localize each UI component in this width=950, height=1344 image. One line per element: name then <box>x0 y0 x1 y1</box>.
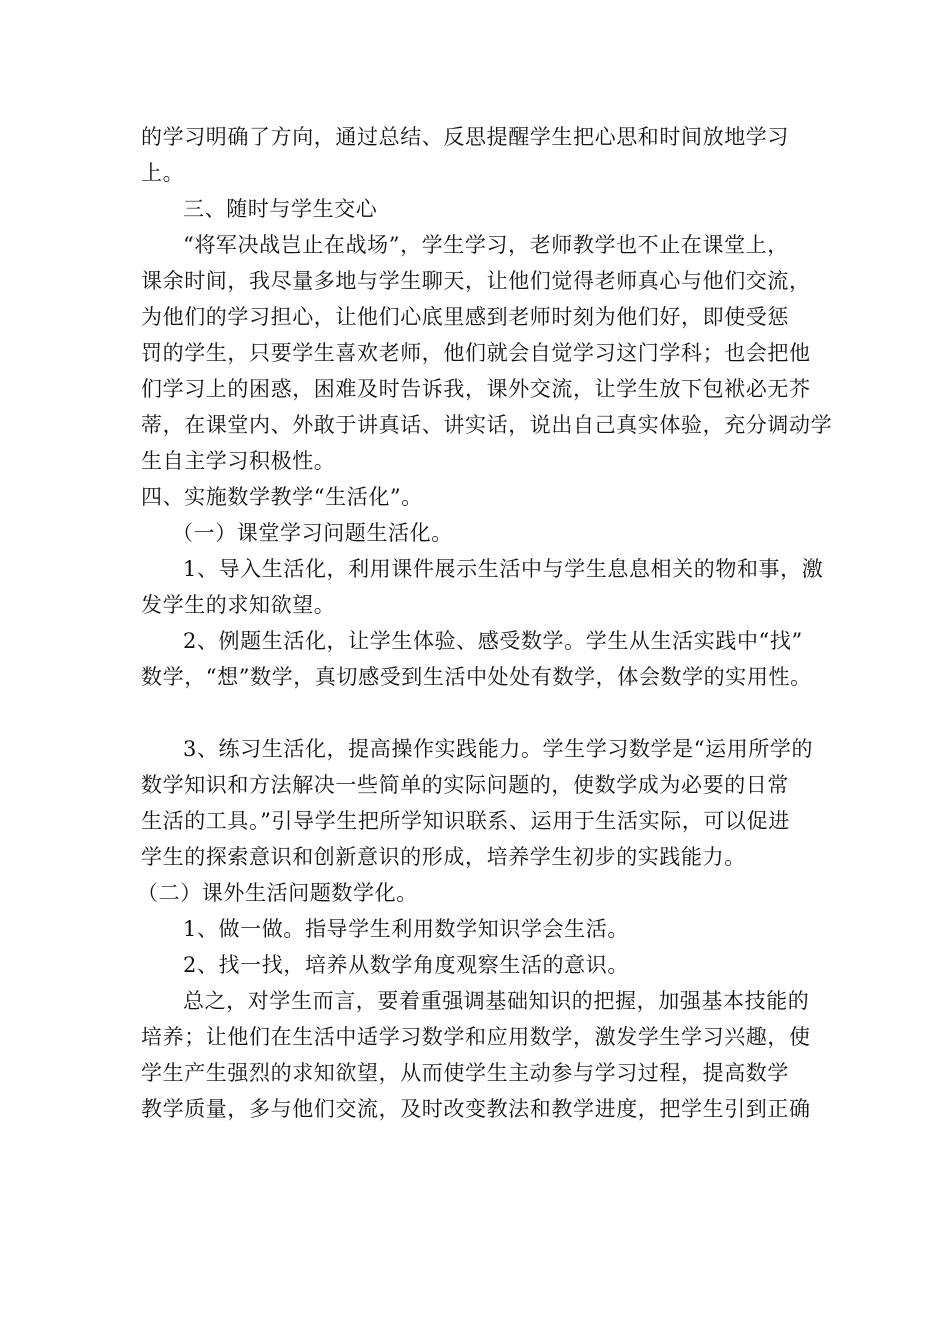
text-line: “将军决战岂止在战场”，学生学习，老师教学也不止在课堂上， <box>183 233 789 257</box>
text-line: 1、导入生活化，利用课件展示生活中与学生息息相关的物和事，激 <box>183 557 824 581</box>
text-line: 学生的探索意识和创新意识的形成，培养学生初步的实践能力。 <box>141 845 746 869</box>
text-line: 罚的学生，只要学生喜欢老师，他们就会自觉学习这门学科；也会把他 <box>141 341 811 365</box>
text-line: 生自主学习积极性。 <box>141 449 336 473</box>
section-heading: 三、随时与学生交心 <box>183 197 378 221</box>
text-line: 2、例题生活化，让学生体验、感受数学。学生从生活实践中“找” <box>183 629 803 653</box>
subsection-heading: （一）课堂学习问题生活化。 <box>172 521 453 545</box>
text-line: 3、练习生活化，提高操作实践能力。学生学习数学是“运用所学的 <box>183 737 814 761</box>
text-line: 为他们的学习担心，让他们心底里感到老师时刻为他们好，即使受惩 <box>141 305 789 329</box>
text-line: 发学生的求知欲望。 <box>141 593 336 617</box>
text-line: 生活的工具。”引导学生把所学知识联系、运用于生活实际，可以促进 <box>141 809 790 833</box>
section-heading: 四、实施数学教学“生活化”。 <box>141 485 423 509</box>
text-line: 学生产生强烈的求知欲望，从而使学生主动参与学习过程，提高数学 <box>141 1061 789 1085</box>
text-line: 课余时间，我尽量多地与学生聊天，让他们觉得老师真心与他们交流， <box>141 269 811 293</box>
text-line: 2、找一找，培养从数学角度观察生活的意识。 <box>183 953 629 977</box>
text-line: 的学习明确了方向，通过总结、反思提醒学生把心思和时间放地学习 <box>141 125 789 149</box>
text-line: 们学习上的困惑，困难及时告诉我，课外交流，让学生放下包袱必无芥 <box>141 377 811 401</box>
text-line: 1、做一做。指导学生利用数学知识学会生活。 <box>183 917 629 941</box>
subsection-heading: （二）课外生活问题数学化。 <box>137 881 418 905</box>
text-line: 数学知识和方法解决一些简单的实际问题的，使数学成为必要的日常 <box>141 773 789 797</box>
text-line: 教学质量，多与他们交流，及时改变教法和教学进度，把学生引到正确 <box>141 1097 811 1121</box>
text-line: 上。 <box>141 161 185 185</box>
text-line: 总之，对学生而言，要着重强调基础知识的把握，加强基本技能的 <box>183 989 810 1013</box>
text-line: 培养；让他们在生活中适学习数学和应用数学，激发学生学习兴趣，使 <box>141 1025 811 1049</box>
text-line: 数学，“想”数学，真切感受到生活中处处有数学，体会数学的实用性。 <box>141 665 812 689</box>
text-line: 蒂，在课堂内、外敢于讲真话、讲实话，说出自己真实体验，充分调动学 <box>141 413 833 437</box>
